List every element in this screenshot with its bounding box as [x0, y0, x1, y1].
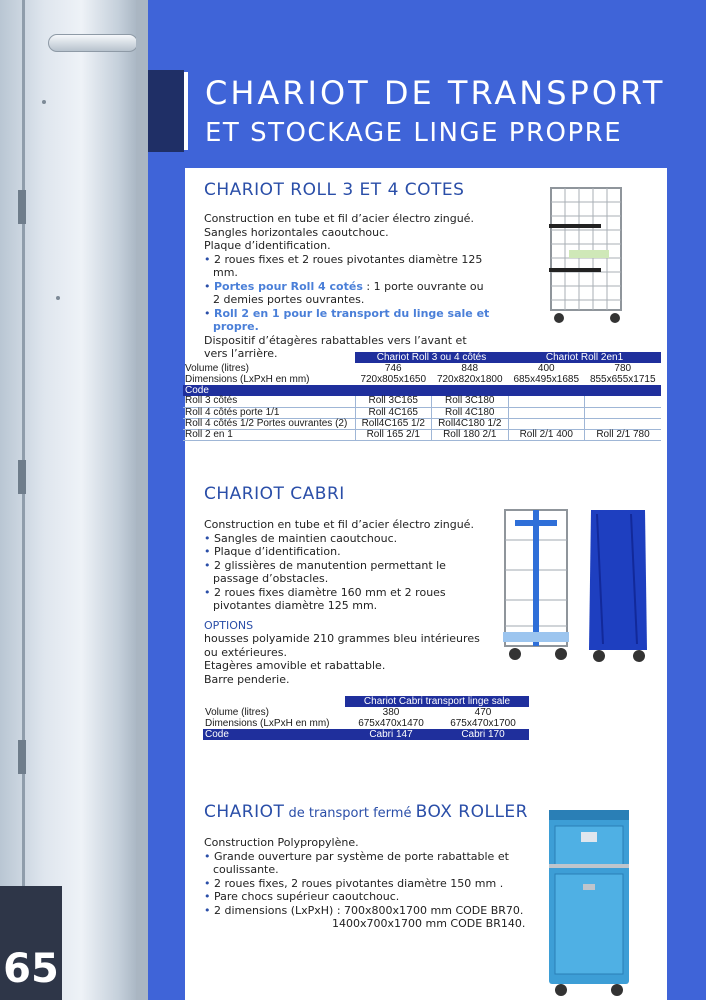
- box-title-c: BOX ROLLER: [415, 802, 528, 822]
- cabri-bullet: • Plaque d’identification.: [204, 545, 490, 559]
- box-line: Construction Polypropylène.: [204, 836, 359, 849]
- roll-code: Roll 2/1 400: [508, 429, 585, 440]
- cabinet-photo: [0, 0, 148, 1000]
- cabri-code-label: Code: [203, 729, 345, 740]
- roll-code: Roll 4C165: [355, 407, 432, 418]
- box-bullet: • Pare chocs supérieur caoutchouc.: [204, 890, 526, 904]
- roll-bullet: • 2 roues fixes et 2 roues pivotantes diamètre 125 mm.: [204, 253, 490, 280]
- roll-line: Plaque d’identification.: [204, 239, 331, 252]
- roll-code: Roll 4C180: [432, 407, 509, 418]
- cabri-dims: 675x470x1700: [450, 717, 516, 729]
- roll-table-group2: Chariot Roll 2en1: [508, 352, 661, 363]
- roll-code: [508, 418, 585, 429]
- cabinet-hinge: [18, 740, 26, 774]
- box-title-a: CHARIOT: [204, 802, 285, 822]
- cabri-bullet: • 2 glissières de manutention permettant le passage d’obstacles.: [204, 559, 490, 586]
- roll-row-label: Roll 4 côtés 1/2 Portes ouvrantes (2): [183, 418, 355, 429]
- roll-dims-label: Dimensions (LxPxH en mm): [185, 373, 310, 385]
- roll-table: [183, 352, 661, 441]
- roll-row-label: Roll 3 côtés: [183, 396, 355, 407]
- cabri-options-title: OPTIONS: [204, 618, 254, 632]
- cabri-volume: 380: [382, 706, 400, 718]
- roll-dims: 685x495x1685: [513, 373, 580, 385]
- cabri-dims-label: Dimensions (LxPxH en mm): [205, 717, 330, 729]
- roll-code: Roll 180 2/1: [432, 429, 509, 440]
- box-bullet: • 2 dimensions (LxPxH) : 700x800x1700 mm CODE BR70.: [204, 904, 526, 918]
- roll-volume: 400: [537, 362, 555, 374]
- cabinet-handle: [48, 34, 138, 52]
- box-bullet: • Grande ouverture par système de porte rabattable et coulissante.: [204, 850, 526, 877]
- page-number: 65: [0, 886, 62, 1000]
- roll-line: Sangles horizontales caoutchouc.: [204, 225, 389, 239]
- cabri-code: Cabri 170: [437, 729, 529, 740]
- content-panel: [185, 168, 667, 1000]
- roll-line: Dispositif d’étagères rabattables vers l’avant et vers l’arrière.: [204, 333, 467, 360]
- roll-doors-highlight: Portes pour Roll 4 cotés: [214, 279, 363, 293]
- roll-bullet: [204, 280, 490, 307]
- roll-row-label: Roll 4 côtés porte 1/1: [183, 407, 355, 418]
- page-subtitle: ET STOCKAGE LINGE PROPRE: [205, 118, 623, 148]
- cabinet-frame: [136, 0, 148, 1000]
- cabri-volume-label: Volume (litres): [205, 706, 269, 718]
- roll-section-title: CHARIOT ROLL 3 ET 4 COTES: [204, 180, 465, 200]
- roll-code: Roll4C165 1/2: [355, 418, 432, 429]
- cabri-description: [204, 518, 490, 686]
- cabri-code: Cabri 147: [345, 729, 437, 740]
- cabri-table: [203, 696, 529, 740]
- cabri-section-title: CHARIOT CABRI: [204, 484, 345, 504]
- roll-volume: 780: [614, 362, 632, 374]
- cabri-option: Etagères amovible et rabattable.: [204, 659, 386, 672]
- cabri-volume: 470: [474, 706, 492, 718]
- cabinet-rivet: [56, 296, 60, 300]
- roll-dims: 720x820x1800: [436, 373, 503, 385]
- roll-row-label: Roll 2 en 1: [183, 429, 355, 440]
- cabinet-rivet: [42, 100, 46, 104]
- roll-table-group1: Chariot Roll 3 ou 4 côtés: [355, 352, 508, 363]
- cabri-covered-image: [583, 504, 653, 664]
- box-roller-image: [543, 804, 635, 1000]
- roll-doors-text: : 1 porte ouvrante ou 2 demies portes ouvrantes.: [213, 279, 484, 306]
- roll-code: Roll 165 2/1: [355, 429, 432, 440]
- roll-code: [585, 418, 662, 429]
- cabri-option: Barre penderie.: [204, 672, 290, 686]
- roll-code: [585, 407, 662, 418]
- cabri-table-group: Chariot Cabri transport linge sale: [345, 696, 529, 707]
- page-title: CHARIOT DE TRANSPORT: [205, 74, 666, 112]
- cabinet-hinge: [18, 190, 26, 224]
- cabinet-hinge: [18, 460, 26, 494]
- cabri-bullet: • 2 roues fixes diamètre 160 mm et 2 roues pivotantes diamètre 125 mm.: [204, 586, 490, 613]
- cabinet-seam: [22, 0, 25, 1000]
- roll-code: [508, 407, 585, 418]
- roll-dims: 855x655x1715: [589, 373, 656, 385]
- box-description: [204, 836, 526, 931]
- cabri-cart-image: [499, 506, 575, 664]
- roll-bullet: [204, 307, 490, 334]
- roll-code: [585, 396, 662, 407]
- cabri-option: housses polyamide 210 grammes bleu intérieures ou extérieures.: [204, 632, 480, 659]
- roll-description: [204, 212, 490, 361]
- cabri-dims: 675x470x1470: [358, 717, 424, 729]
- box-title-b: de transport fermé: [284, 806, 416, 821]
- roll-volume: 848: [461, 362, 479, 374]
- roll-code: Roll 3C165: [355, 396, 432, 407]
- roll-code-label: Code: [183, 385, 661, 396]
- roll-code: [508, 396, 585, 407]
- roll-volume: 746: [384, 362, 402, 374]
- cabri-bullet: • Sangles de maintien caoutchouc.: [204, 532, 490, 546]
- title-bar: [184, 72, 188, 150]
- roll-code: Roll 3C180: [432, 396, 509, 407]
- roll-cart-image: [545, 178, 627, 328]
- roll-code: Roll4C180 1/2: [432, 418, 509, 429]
- box-dim2: 1400x700x1700 mm CODE BR140.: [332, 917, 526, 930]
- roll-volume-label: Volume (litres): [185, 362, 249, 374]
- cabri-line: Construction en tube et fil d’acier électro zingué.: [204, 518, 474, 531]
- roll-line: Construction en tube et fil d’acier électro zingué.: [204, 212, 474, 225]
- roll-dims: 720x805x1650: [360, 373, 427, 385]
- title-block: [148, 70, 184, 152]
- box-section-title: [204, 802, 528, 822]
- roll-2en1-highlight: Roll 2 en 1 pour le transport du linge sale et propre.: [213, 306, 490, 333]
- box-bullet: • 2 roues fixes, 2 roues pivotantes diamètre 150 mm .: [204, 877, 526, 891]
- roll-code: Roll 2/1 780: [585, 429, 662, 440]
